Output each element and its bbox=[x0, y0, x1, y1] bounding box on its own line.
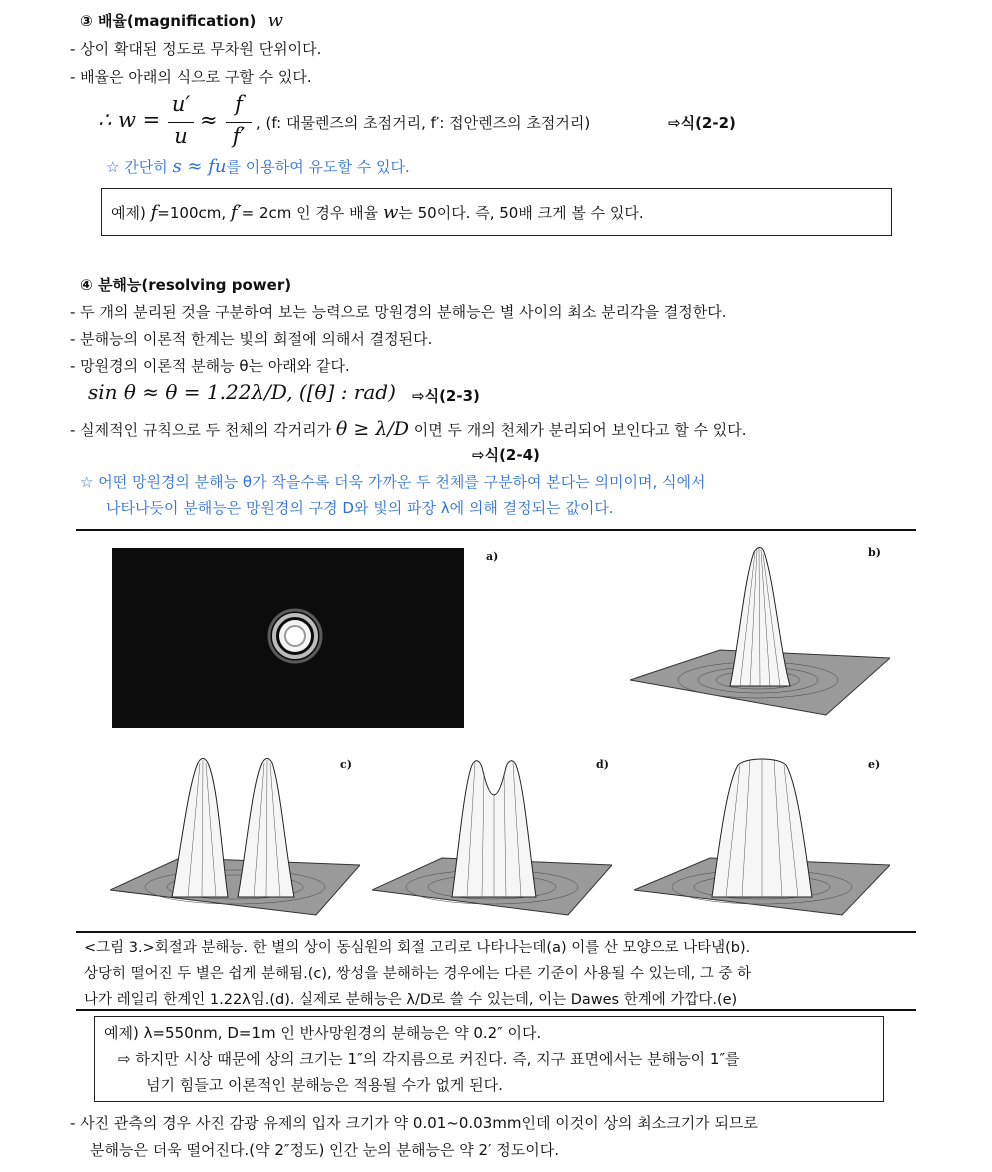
example-text bbox=[111, 202, 644, 223]
example-value: =100cm, bbox=[157, 204, 227, 222]
example-value: = 2cm 인 경우 배율 bbox=[241, 204, 379, 222]
dawes-peak-surface bbox=[634, 755, 890, 920]
equation-ref bbox=[668, 112, 736, 133]
approx-sign: ≈ bbox=[200, 108, 218, 132]
final-paragraph-line: 분해능은 더욱 떨어진다.(약 2″정도) 인간 눈의 분해능은 약 2′ 정도이다. bbox=[90, 1141, 559, 1159]
panel-label: e) bbox=[868, 758, 881, 771]
rule-line bbox=[70, 418, 747, 440]
circled-number-4: ④ bbox=[80, 276, 93, 294]
fraction-bar bbox=[226, 122, 252, 123]
bullet-text: - 망원경의 이론적 분해능 θ는 아래와 같다. bbox=[70, 357, 350, 375]
equation-ref bbox=[412, 385, 480, 406]
bullet-text: - 두 개의 분리된 것을 구분하여 보는 능력으로 망원경의 분해능은 별 사이의 최소 분리각을 결정한다. bbox=[70, 303, 727, 321]
example2-line: 예제) λ=550nm, D=1m 인 반사망원경의 분해능은 약 0.2″ 이다. bbox=[104, 1024, 542, 1042]
formula-note: , (f: 대물렌즈의 초점거리, f′: 접안렌즈의 초점거리) bbox=[256, 114, 591, 132]
section3-title: 배율(magnification) bbox=[97, 12, 257, 30]
right-arrow-icon: ⇨ bbox=[668, 114, 681, 132]
rayleigh-peaks-surface bbox=[372, 755, 612, 920]
rule-text: 이면 두 개의 천체가 분리되어 보인다고 할 수 있다. bbox=[413, 421, 747, 439]
circled-number-3: ③ bbox=[80, 12, 93, 30]
example-label: 예제) bbox=[111, 204, 146, 222]
star-note-math: s ≈ fu bbox=[172, 156, 227, 177]
math-f-prime: f′ bbox=[230, 202, 242, 223]
panel-label: c) bbox=[340, 758, 352, 771]
equation-ref-label: 식(2-4) bbox=[484, 446, 540, 464]
section3-heading bbox=[80, 10, 283, 31]
star-note-text: 를 이용하여 유도할 수 있다. bbox=[226, 158, 410, 176]
two-peaks-surface bbox=[110, 755, 360, 920]
bullet-text: - 상이 확대된 정도로 무차원 단위이다. bbox=[70, 40, 322, 58]
section4-title: 분해능(resolving power) bbox=[97, 276, 292, 294]
section3-symbol: w bbox=[267, 10, 284, 31]
rule-text: - 실제적인 규칙으로 두 천체의 각거리가 bbox=[70, 421, 332, 439]
rule-math: θ ≥ λ/D bbox=[335, 418, 410, 440]
star-note: ☆ 어떤 망원경의 분해능 θ가 작을수록 더욱 가까운 두 천체를 구분하여 본다는 의미이며, 식에서 bbox=[80, 473, 706, 491]
diffraction-rings-image bbox=[112, 548, 464, 728]
section4-heading bbox=[80, 274, 291, 295]
final-paragraph-line: - 사진 관측의 경우 사진 감광 유제의 입자 크기가 약 0.01~0.03mm인데 이것이 상의 최소크기가 되므로 bbox=[70, 1114, 758, 1132]
figure-caption: 상당히 떨어진 두 별은 쉽게 분해됨.(c), 쌍성을 분해하는 경우에는 다른 기준이 사용될 수 있는데, 그 중 하 bbox=[84, 966, 752, 982]
equation-ref-label: 식(2-2) bbox=[680, 114, 736, 132]
divider bbox=[76, 1009, 916, 1011]
formula-2-3: sin θ ≈ θ = 1.22λ/D, ([θ] : rad) bbox=[88, 380, 396, 404]
panel-label: d) bbox=[596, 758, 609, 771]
figure-caption: <그림 3.>회절과 분해능. 한 별의 상이 동심원의 회절 고리로 나타나는데(a) 이를 산 모양으로 나타냄(b). bbox=[84, 940, 751, 956]
fraction-bar bbox=[168, 122, 194, 123]
right-arrow-icon: ⇨ bbox=[472, 446, 485, 464]
divider bbox=[76, 931, 916, 933]
math-f: f bbox=[150, 202, 158, 223]
bullet-text: - 배율은 아래의 식으로 구할 수 있다. bbox=[70, 68, 312, 86]
panel-label: b) bbox=[868, 546, 881, 559]
equation-ref bbox=[472, 444, 540, 465]
frac-denominator: f′ bbox=[232, 124, 246, 148]
right-arrow-icon: ⇨ bbox=[412, 387, 425, 405]
example-value: 는 50이다. 즉, 50배 크게 볼 수 있다. bbox=[398, 204, 644, 222]
star-note: 나타나듯이 분해능은 망원경의 구경 D와 빛의 파장 λ에 의해 결정되는 값이다. bbox=[106, 499, 614, 517]
equation-ref-label: 식(2-3) bbox=[424, 387, 480, 405]
formula-therefore-w: ∴ w = bbox=[98, 108, 161, 132]
figure-caption: 나가 레일리 한계인 1.22λ임.(d). 실제로 분해능은 λ/D로 쓸 수 있는데, 이는 Dawes 한계에 가깝다.(e) bbox=[84, 992, 738, 1008]
frac-numerator: u′ bbox=[171, 92, 191, 116]
bullet-text: - 분해능의 이론적 한계는 빛의 회절에 의해서 결정된다. bbox=[70, 330, 433, 348]
math-w: w bbox=[382, 202, 399, 223]
star-note bbox=[106, 156, 410, 177]
example2-line: ⇨ 하지만 시상 때문에 상의 크기는 1″의 각지름으로 커진다. 즉, 지구 표면에서는 분해능이 1″를 bbox=[118, 1050, 740, 1068]
frac-numerator: f bbox=[235, 92, 243, 116]
panel-label: a) bbox=[486, 550, 499, 563]
example2-line: 넘기 힘들고 이론적인 분해능은 적용될 수가 없게 된다. bbox=[146, 1076, 503, 1094]
single-peak-surface bbox=[630, 540, 890, 730]
divider bbox=[76, 529, 916, 531]
frac-denominator: u bbox=[174, 124, 188, 148]
star-note-text: ☆ 간단히 bbox=[106, 158, 168, 176]
